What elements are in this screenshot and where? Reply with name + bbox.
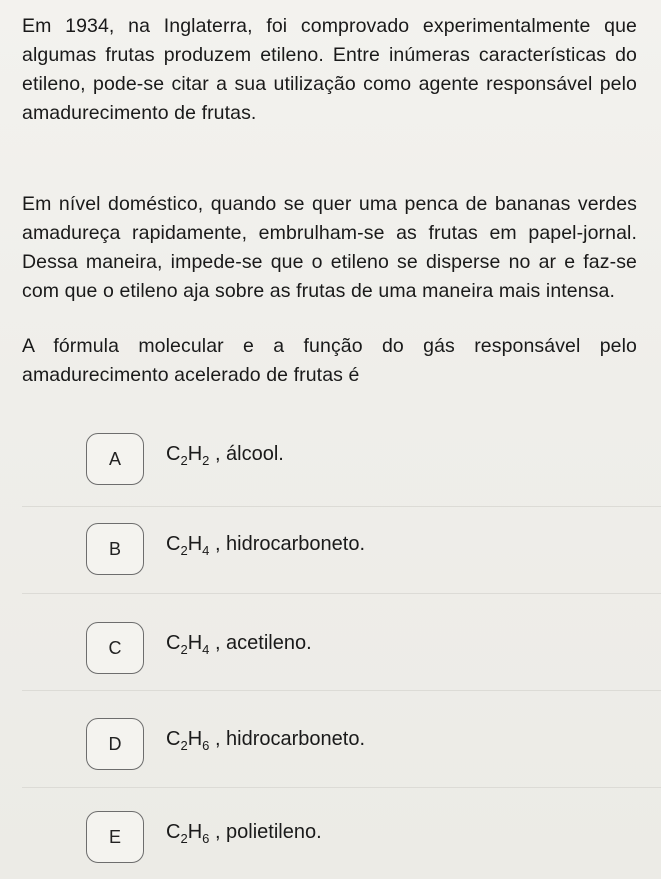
- formula-carbon-count: 2: [180, 453, 188, 468]
- option-letter-box[interactable]: C: [86, 622, 144, 674]
- formula-hydrogen-count: 6: [202, 738, 210, 753]
- option-answer: [166, 728, 365, 751]
- option-c[interactable]: [86, 622, 646, 678]
- divider: [22, 506, 661, 507]
- divider: [22, 690, 661, 691]
- formula-carbon: C: [166, 821, 181, 843]
- option-a[interactable]: [86, 433, 646, 489]
- option-letter-box[interactable]: A: [86, 433, 144, 485]
- formula-carbon-count: 2: [180, 543, 188, 558]
- question-paragraph-1: Em 1934, na Inglaterra, foi comprovado experimentalmente que algumas frutas produzem etileno. Entre inúmeras características do etileno, pode-se citar a sua utilização como agente responsável pelo amadurecimento de frutas.: [22, 15, 637, 124]
- option-text: , acetileno.: [214, 632, 312, 654]
- option-text: , álcool.: [214, 443, 284, 465]
- formula-carbon-count: 2: [180, 642, 188, 657]
- question-prompt: A fórmula molecular e a função do gás responsável pelo amadurecimento acelerado de frutas é: [22, 335, 637, 386]
- option-answer: [166, 443, 284, 466]
- formula-carbon-count: 2: [180, 831, 188, 846]
- formula-hydrogen-count: 2: [202, 453, 210, 468]
- formula-hydrogen: H: [187, 728, 203, 750]
- option-text: , hidrocarboneto.: [214, 533, 366, 555]
- formula-hydrogen-count: 4: [202, 543, 210, 558]
- formula-carbon: C: [166, 443, 181, 465]
- option-text: , hidrocarboneto.: [214, 728, 366, 750]
- divider: [22, 787, 661, 788]
- formula-hydrogen: H: [187, 533, 203, 555]
- formula-carbon-count: 2: [180, 738, 188, 753]
- option-b[interactable]: [86, 523, 646, 579]
- divider: [22, 593, 661, 594]
- question-paragraph-2: Em nível doméstico, quando se quer uma penca de bananas verdes amadureça rapidamente, embrulham-se as frutas em papel-jornal. Dessa maneira, impede-se que o etileno se disperse no ar e faz-se com que o etileno aja sobre as frutas de uma maneira mais intensa.: [22, 193, 637, 302]
- formula-hydrogen-count: 6: [202, 831, 210, 846]
- formula-hydrogen-count: 4: [202, 642, 210, 657]
- formula-hydrogen: H: [187, 443, 203, 465]
- formula-hydrogen: H: [187, 821, 203, 843]
- option-text: , polietileno.: [214, 821, 322, 843]
- option-letter-box[interactable]: D: [86, 718, 144, 770]
- option-letter-box[interactable]: B: [86, 523, 144, 575]
- formula-hydrogen: H: [187, 632, 203, 654]
- option-d[interactable]: [86, 718, 646, 774]
- option-answer: [166, 533, 365, 556]
- option-letter-box[interactable]: E: [86, 811, 144, 863]
- option-e[interactable]: [86, 811, 646, 867]
- formula-carbon: C: [166, 533, 181, 555]
- formula-carbon: C: [166, 728, 181, 750]
- formula-carbon: C: [166, 632, 181, 654]
- option-answer: [166, 632, 312, 655]
- option-answer: [166, 821, 322, 844]
